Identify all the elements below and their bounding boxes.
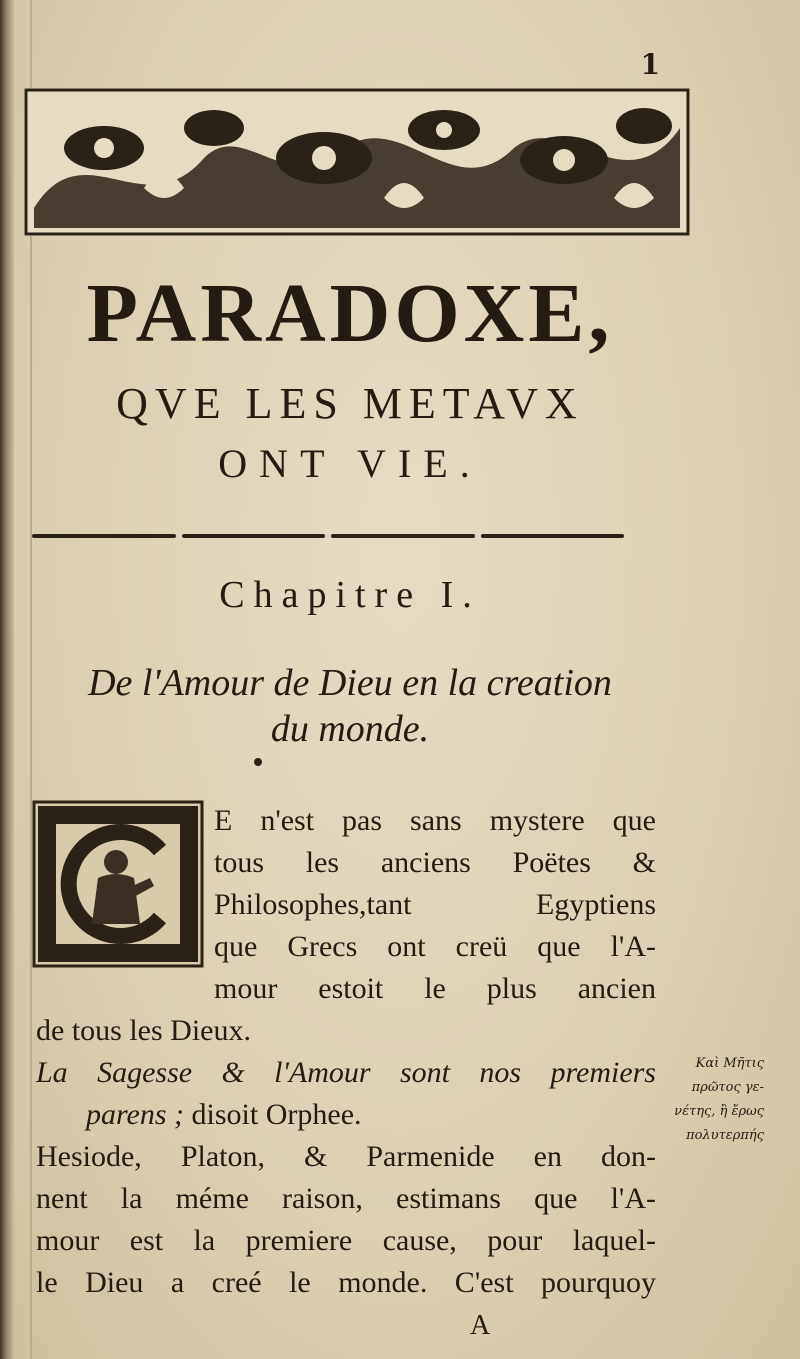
chapter-subtitle bbox=[40, 660, 660, 752]
subtitle-line-2: du monde. bbox=[270, 708, 430, 750]
chapter-heading: Chapitre I. bbox=[219, 574, 481, 616]
book-gutter bbox=[0, 0, 14, 1359]
body-line: mour estoit le plus ancien bbox=[214, 972, 656, 1005]
body-line: Philosophes,tant Egyptiens bbox=[214, 888, 656, 921]
title-line-2: ONT VIE. bbox=[218, 441, 482, 486]
quote-end-italic: parens ; bbox=[86, 1098, 185, 1131]
orpheus-quote: La Sagesse & l'Amour sont nos premiers bbox=[36, 1056, 656, 1089]
margin-note-line: πρῶτος γε- bbox=[691, 1080, 764, 1095]
quote-attribution bbox=[36, 1094, 656, 1136]
ornament-dot bbox=[254, 758, 262, 766]
body-line: que Grecs ont creü que l'A- bbox=[214, 930, 656, 963]
margin-note-line: πολυτερπής bbox=[686, 1128, 764, 1143]
body-line: E n'est pas sans mystere que bbox=[214, 804, 656, 837]
body-line: mour est la premiere cause, pour laquel- bbox=[36, 1224, 656, 1257]
body-line: tous les anciens Poëtes & bbox=[214, 846, 656, 879]
page-number: 1 bbox=[640, 48, 660, 81]
greek-margin-note bbox=[652, 1052, 764, 1148]
decorative-rule bbox=[32, 534, 624, 540]
body-text bbox=[36, 800, 656, 1304]
body-line: Hesiode, Platon, & Parmenide en don- bbox=[36, 1140, 656, 1173]
floral-headpiece-ornament bbox=[24, 88, 690, 236]
book-title: PARADOXE, bbox=[86, 267, 614, 360]
title-line-1: QVE LES METAVX bbox=[116, 379, 584, 428]
body-line: de tous les Dieux. bbox=[36, 1014, 251, 1047]
quote-end-roman: disoit Orphee. bbox=[184, 1098, 362, 1131]
margin-note-line: νέτης, ἢ ἔρως bbox=[674, 1104, 764, 1119]
subtitle-line-1: De l'Amour de Dieu en la creation bbox=[88, 662, 612, 704]
body-line: nent la méme raison, estimans que l'A- bbox=[36, 1182, 656, 1215]
body-line: le Dieu a creé le monde. C'est pourquoy bbox=[36, 1266, 656, 1299]
signature-mark: A bbox=[470, 1310, 491, 1341]
margin-note-line: Καὶ Μῆτις bbox=[695, 1056, 764, 1071]
